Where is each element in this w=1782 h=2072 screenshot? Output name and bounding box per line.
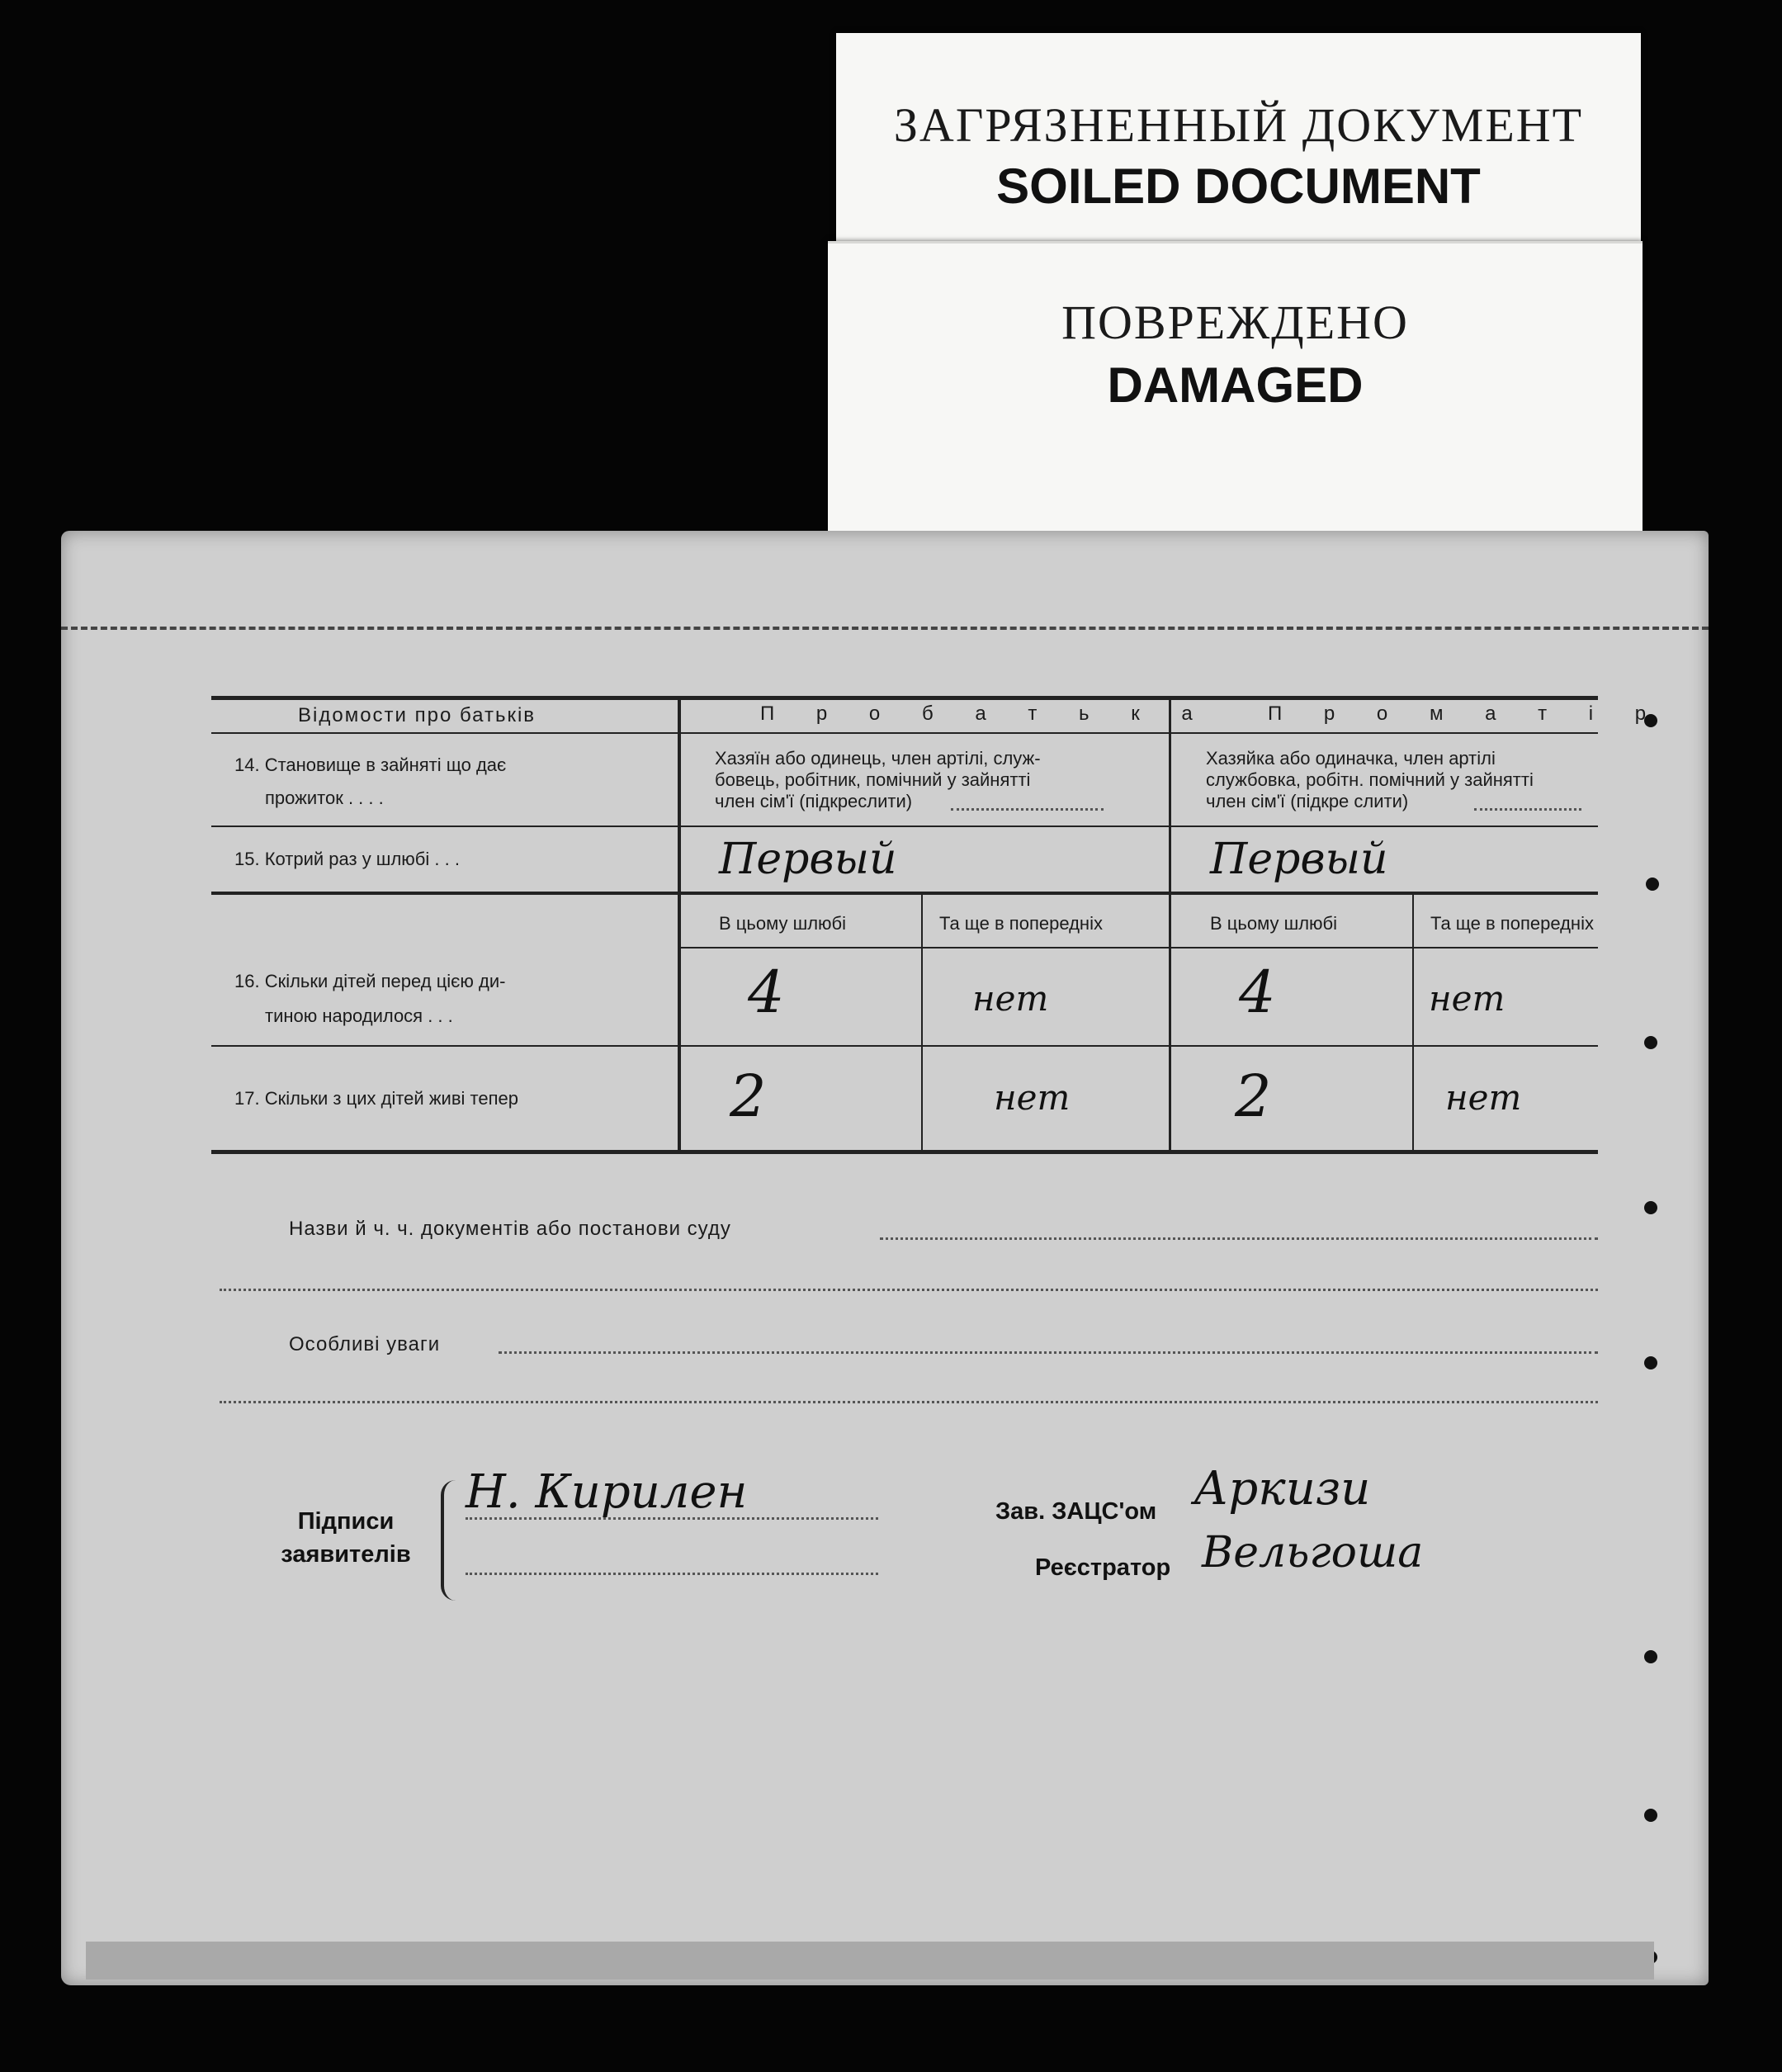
binding-hole <box>1644 1201 1657 1214</box>
row14-mother-line2: службовка, робітн. помічний у зайнятті <box>1206 769 1534 790</box>
form-sheet <box>61 531 1709 1985</box>
soiled-label-en: SOILED DOCUMENT <box>996 158 1481 214</box>
soiled-label-ru: ЗАГРЯЗНЕННЫЙ ДОКУМЕНТ <box>893 98 1584 152</box>
registrar-signature: Вельгоша <box>1202 1528 1424 1578</box>
row16-father-previous: нет <box>972 978 1049 1019</box>
binding-hole <box>1646 878 1659 891</box>
registrar-label: Реєстратор <box>1035 1554 1171 1581</box>
row17-mother-this: 2 <box>1235 1062 1272 1130</box>
row16-mother-previous: нет <box>1429 978 1505 1019</box>
damaged-label-ru: ПОВРЕЖДЕНО <box>1061 296 1409 349</box>
row14-mother-line3: член сім'ї (підкре слити) <box>1206 791 1409 811</box>
row17-father-this: 2 <box>730 1062 767 1130</box>
remarks-label: Особливі уваги <box>289 1333 441 1355</box>
row16-label-line2: тиною народилося . . . <box>265 1005 453 1026</box>
row16-father-this: 4 <box>748 958 785 1026</box>
parents-info-table <box>211 696 1665 1154</box>
row14-father-line1: Хазяїн або одинець, член артілі, служ- <box>715 748 1041 769</box>
subheader-mother-previous: Та ще в попередніх <box>1430 913 1594 934</box>
row17-father-previous: нет <box>994 1077 1071 1118</box>
row14-label-line2: прожиток . . . . <box>265 788 384 808</box>
sheet-bottom-edge <box>86 1942 1654 1980</box>
binding-hole <box>1644 1809 1657 1822</box>
damaged-document-sticker <box>828 241 1643 532</box>
applicants-signatures-label: Підписи заявителів <box>281 1508 411 1568</box>
row17-label: 17. Скільки з цих дітей живі тепер <box>234 1088 518 1109</box>
row14-mother-line1: Хазяйка або одиначка, член артілі <box>1206 748 1496 769</box>
subheader-father-this-marriage: В цьому шлюбі <box>719 913 847 934</box>
row15-mother-value: Первый <box>1210 835 1388 884</box>
signature-brace <box>441 1480 459 1601</box>
header-parents-info: Відомости про батьків <box>298 704 536 726</box>
perforation-line <box>61 627 1709 630</box>
row17-mother-previous: нет <box>1445 1077 1522 1118</box>
header-about-mother: П р о м а т і р <box>1268 702 1665 725</box>
row16-mother-this: 4 <box>1239 958 1276 1026</box>
applicant-signature: Н. Кирилен <box>466 1465 748 1519</box>
subheader-mother-this-marriage: В цьому шлюбі <box>1210 913 1338 934</box>
head-of-registry-label: Зав. ЗАЦС'ом <box>995 1498 1157 1525</box>
row14-father-line2: бовець, робітник, помічний у зайнятті <box>715 769 1031 790</box>
row15-father-value: Первый <box>719 835 897 884</box>
header-about-father: П р о б а т ь к а <box>760 702 1211 725</box>
binding-hole <box>1644 1650 1657 1663</box>
head-signature: Аркизи <box>1194 1462 1371 1516</box>
documents-label: Назви й ч. ч. документів або постанови суду <box>289 1218 731 1240</box>
row16-label-line1: 16. Скільки дітей перед цією ди- <box>234 971 506 991</box>
binding-hole <box>1644 1036 1657 1049</box>
damaged-label-en: DAMAGED <box>1107 357 1364 413</box>
row14-label-line1: 14. Становище в зайняті що дає <box>234 755 507 775</box>
subheader-father-previous: Та ще в попередніх <box>939 913 1103 934</box>
row14-father-line3: член сім'ї (підкреслити) <box>715 791 913 811</box>
binding-hole <box>1644 1356 1657 1370</box>
row15-label: 15. Котрий раз у шлюбі . . . <box>234 849 460 869</box>
